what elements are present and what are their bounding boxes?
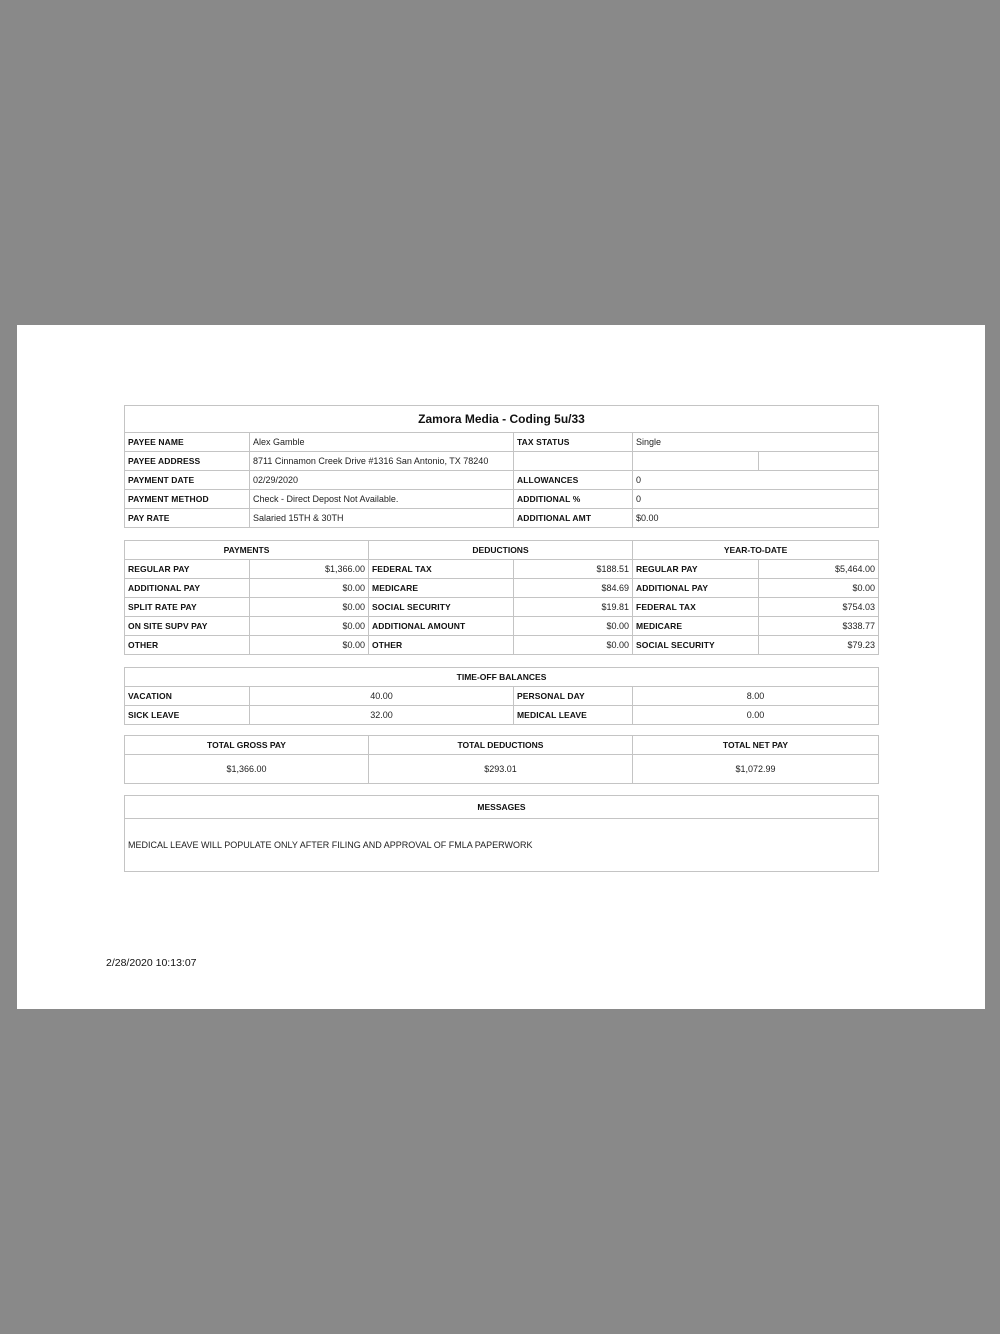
ytd-label: FEDERAL TAX	[633, 598, 759, 617]
vacation-value: 40.00	[250, 687, 514, 706]
empty-cell	[759, 452, 879, 471]
payments-table	[124, 540, 879, 655]
deduction-label: SOCIAL SECURITY	[369, 598, 514, 617]
payment-method-label: PAYMENT METHOD	[125, 490, 250, 509]
document-page	[17, 325, 985, 1009]
deduction-value: $19.81	[514, 598, 633, 617]
personal-day-value: 8.00	[633, 687, 879, 706]
payee-name-value: Alex Gamble	[250, 433, 514, 452]
ytd-label: ADDITIONAL PAY	[633, 579, 759, 598]
table-row	[125, 617, 879, 636]
message-text: MEDICAL LEAVE WILL POPULATE ONLY AFTER FILING AND APPROVAL OF FMLA PAPERWORK	[125, 819, 879, 872]
ytd-value: $79.23	[759, 636, 879, 655]
allowances-label: ALLOWANCES	[514, 471, 633, 490]
payment-value: $1,366.00	[250, 560, 369, 579]
ytd-value: $0.00	[759, 579, 879, 598]
payment-label: OTHER	[125, 636, 250, 655]
total-deductions-value: $293.01	[369, 755, 633, 784]
total-gross-pay-value: $1,366.00	[125, 755, 369, 784]
total-deductions-label: TOTAL DEDUCTIONS	[369, 736, 633, 755]
ytd-value: $338.77	[759, 617, 879, 636]
ytd-value: $754.03	[759, 598, 879, 617]
ytd-value: $5,464.00	[759, 560, 879, 579]
empty-cell	[514, 452, 633, 471]
pay-rate-value: Salaried 15TH & 30TH	[250, 509, 514, 528]
table-row	[125, 636, 879, 655]
ytd-header: YEAR-TO-DATE	[633, 541, 879, 560]
payee-info-table	[124, 405, 879, 528]
total-net-pay-value: $1,072.99	[633, 755, 879, 784]
additional-amt-label: ADDITIONAL AMT	[514, 509, 633, 528]
additional-pct-value: 0	[633, 490, 879, 509]
payee-address-label: PAYEE ADDRESS	[125, 452, 250, 471]
time-off-table	[124, 667, 879, 725]
payments-header: PAYMENTS	[125, 541, 369, 560]
messages-header: MESSAGES	[125, 796, 879, 819]
deduction-label: FEDERAL TAX	[369, 560, 514, 579]
deductions-header: DEDUCTIONS	[369, 541, 633, 560]
sick-leave-value: 32.00	[250, 706, 514, 725]
deduction-value: $188.51	[514, 560, 633, 579]
empty-cell	[633, 452, 759, 471]
medical-leave-label: MEDICAL LEAVE	[514, 706, 633, 725]
ytd-label: REGULAR PAY	[633, 560, 759, 579]
deduction-value: $0.00	[514, 636, 633, 655]
personal-day-label: PERSONAL DAY	[514, 687, 633, 706]
total-gross-pay-label: TOTAL GROSS PAY	[125, 736, 369, 755]
ytd-label: MEDICARE	[633, 617, 759, 636]
additional-pct-label: ADDITIONAL %	[514, 490, 633, 509]
print-timestamp: 2/28/2020 10:13:07	[106, 957, 197, 969]
payment-method-value: Check - Direct Depost Not Available.	[250, 490, 514, 509]
pay-rate-label: PAY RATE	[125, 509, 250, 528]
payment-label: ADDITIONAL PAY	[125, 579, 250, 598]
deduction-value: $84.69	[514, 579, 633, 598]
payment-value: $0.00	[250, 598, 369, 617]
tax-status-label: TAX STATUS	[514, 433, 633, 452]
payment-date-value: 02/29/2020	[250, 471, 514, 490]
payment-label: ON SITE SUPV PAY	[125, 617, 250, 636]
allowances-value: 0	[633, 471, 879, 490]
sick-leave-label: SICK LEAVE	[125, 706, 250, 725]
payee-name-label: PAYEE NAME	[125, 433, 250, 452]
time-off-header: TIME-OFF BALANCES	[125, 668, 879, 687]
payment-label: SPLIT RATE PAY	[125, 598, 250, 617]
deduction-label: ADDITIONAL AMOUNT	[369, 617, 514, 636]
tax-status-value: Single	[633, 433, 879, 452]
medical-leave-value: 0.00	[633, 706, 879, 725]
table-row	[125, 560, 879, 579]
payment-value: $0.00	[250, 617, 369, 636]
payee-address-value: 8711 Cinnamon Creek Drive #1316 San Antonio, TX 78240	[250, 452, 514, 471]
table-row	[125, 579, 879, 598]
payment-value: $0.00	[250, 579, 369, 598]
table-row	[125, 598, 879, 617]
deduction-label: MEDICARE	[369, 579, 514, 598]
payment-label: REGULAR PAY	[125, 560, 250, 579]
deduction-label: OTHER	[369, 636, 514, 655]
additional-amt-value: $0.00	[633, 509, 879, 528]
table-row	[125, 687, 879, 706]
deduction-value: $0.00	[514, 617, 633, 636]
vacation-label: VACATION	[125, 687, 250, 706]
totals-table	[124, 735, 879, 784]
ytd-label: SOCIAL SECURITY	[633, 636, 759, 655]
payment-value: $0.00	[250, 636, 369, 655]
payment-date-label: PAYMENT DATE	[125, 471, 250, 490]
messages-table	[124, 795, 879, 872]
total-net-pay-label: TOTAL NET PAY	[633, 736, 879, 755]
table-row	[125, 706, 879, 725]
stub-title: Zamora Media - Coding 5u/33	[125, 406, 879, 433]
